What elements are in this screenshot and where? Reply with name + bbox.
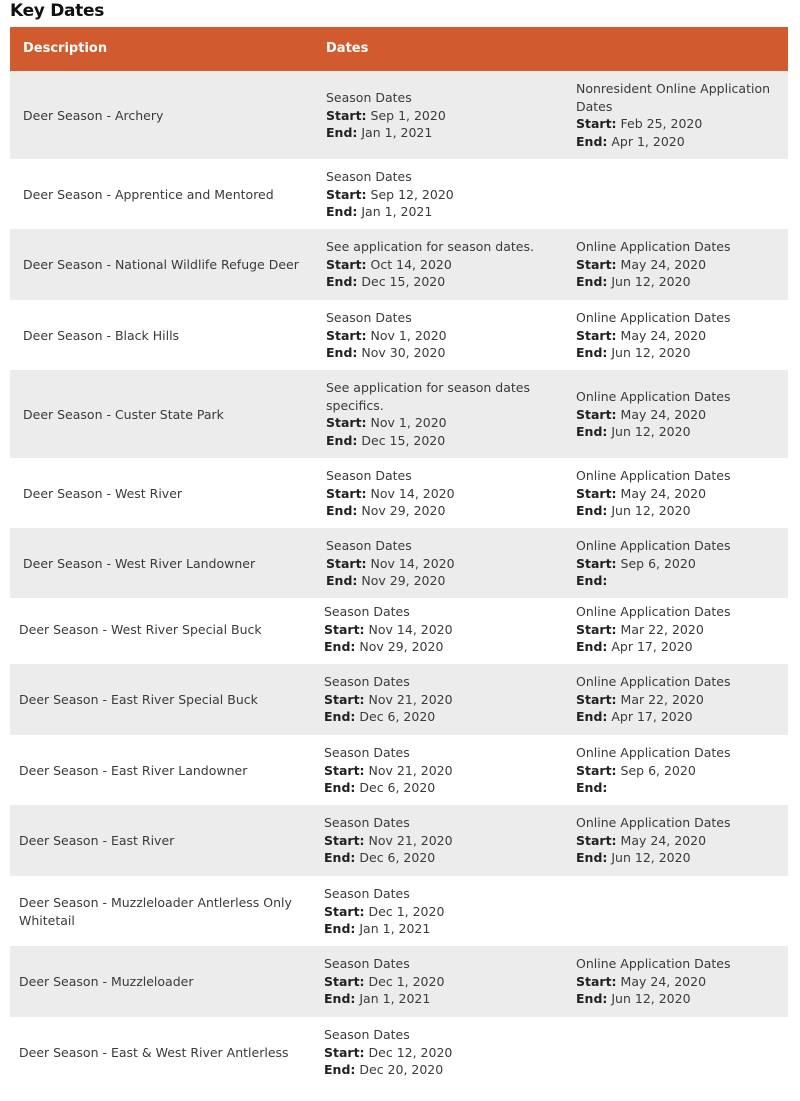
season-start-line bbox=[326, 327, 561, 345]
application-start-line bbox=[576, 621, 781, 639]
application-start-line bbox=[576, 691, 781, 709]
table-row bbox=[10, 71, 788, 159]
start-label: Start: bbox=[576, 691, 617, 707]
application-dates-title: Online Application Dates bbox=[576, 815, 731, 830]
application-dates-title: Online Application Dates bbox=[576, 674, 731, 689]
season-dates bbox=[324, 1026, 559, 1079]
application-dates bbox=[576, 467, 781, 520]
season-dates-title: Season Dates bbox=[326, 538, 412, 553]
row-description: Deer Season - East & West River Antlerless bbox=[19, 1045, 289, 1060]
season-dates bbox=[324, 673, 559, 726]
application-end-line bbox=[576, 344, 781, 362]
application-end-line bbox=[576, 572, 781, 590]
application-dates bbox=[576, 309, 781, 362]
application-start-date: May 24, 2020 bbox=[620, 973, 707, 989]
application-start-line bbox=[576, 256, 781, 274]
season-end-date: Jan 1, 2021 bbox=[361, 125, 433, 141]
end-label: End: bbox=[576, 639, 608, 655]
start-label: Start: bbox=[576, 256, 617, 272]
row-description: Deer Season - East River Special Buck bbox=[19, 692, 258, 707]
application-dates bbox=[576, 814, 781, 867]
season-start-line bbox=[324, 973, 559, 991]
season-dates bbox=[326, 238, 561, 291]
season-end-date: Jan 1, 2021 bbox=[359, 921, 431, 937]
season-end-line bbox=[324, 920, 559, 938]
application-dates-title: Online Application Dates bbox=[576, 538, 731, 553]
season-dates-title: Season Dates bbox=[324, 745, 410, 760]
application-start-date: Feb 25, 2020 bbox=[620, 116, 703, 132]
end-label: End: bbox=[576, 274, 608, 290]
application-end-line bbox=[576, 502, 781, 520]
season-end-date: Dec 6, 2020 bbox=[359, 709, 436, 725]
row-description: Deer Season - Archery bbox=[23, 108, 164, 123]
application-start-date: Sep 6, 2020 bbox=[620, 555, 696, 571]
season-start-line bbox=[326, 414, 561, 432]
end-label: End: bbox=[326, 573, 358, 589]
season-start-date: Nov 14, 2020 bbox=[370, 555, 455, 571]
start-label: Start: bbox=[576, 485, 617, 501]
key-dates-table bbox=[10, 27, 788, 1097]
season-end-line bbox=[324, 990, 559, 1008]
season-dates bbox=[326, 309, 561, 362]
season-end-line bbox=[324, 638, 559, 656]
season-start-date: Nov 21, 2020 bbox=[368, 762, 453, 778]
application-end-date: Apr 17, 2020 bbox=[611, 639, 693, 655]
season-end-line bbox=[326, 432, 561, 450]
end-label: End: bbox=[576, 709, 608, 725]
start-label: Start: bbox=[324, 973, 365, 989]
application-start-line bbox=[576, 406, 781, 424]
row-description: Deer Season - West River Special Buck bbox=[19, 622, 262, 637]
application-start-date: Sep 6, 2020 bbox=[620, 762, 696, 778]
application-start-line bbox=[576, 327, 781, 345]
row-description: Deer Season - National Wildlife Refuge Deer bbox=[23, 257, 299, 272]
season-dates-title: Season Dates bbox=[324, 815, 410, 830]
start-label: Start: bbox=[326, 107, 367, 123]
season-end-line bbox=[326, 502, 561, 520]
end-label: End: bbox=[324, 991, 356, 1007]
application-dates bbox=[576, 955, 781, 1008]
season-start-date: Nov 14, 2020 bbox=[370, 485, 455, 501]
table-row bbox=[10, 876, 788, 946]
season-end-date: Dec 6, 2020 bbox=[359, 780, 436, 796]
season-end-date: Dec 15, 2020 bbox=[361, 432, 446, 448]
season-dates-title: Season Dates bbox=[324, 1027, 410, 1042]
season-dates bbox=[326, 467, 561, 520]
application-dates-title: Online Application Dates bbox=[576, 239, 731, 254]
season-end-line bbox=[324, 1061, 559, 1079]
application-start-line bbox=[576, 485, 781, 503]
table-row bbox=[10, 735, 788, 805]
season-start-line bbox=[324, 1044, 559, 1062]
row-description: Deer Season - West River bbox=[23, 486, 183, 501]
season-end-date: Jan 1, 2021 bbox=[361, 204, 433, 220]
application-dates bbox=[576, 238, 781, 291]
table-row bbox=[10, 664, 788, 735]
season-end-line bbox=[326, 273, 561, 291]
application-dates-title: Online Application Dates bbox=[576, 468, 731, 483]
row-description: Deer Season - Apprentice and Mentored bbox=[23, 187, 274, 202]
end-label: End: bbox=[576, 573, 608, 589]
application-dates bbox=[576, 673, 781, 726]
season-start-line bbox=[326, 256, 561, 274]
season-start-date: Oct 14, 2020 bbox=[370, 256, 452, 272]
season-dates-title: Season Dates bbox=[324, 674, 410, 689]
end-label: End: bbox=[326, 274, 358, 290]
season-end-line bbox=[324, 708, 559, 726]
end-label: End: bbox=[576, 503, 608, 519]
end-label: End: bbox=[326, 345, 358, 361]
end-label: End: bbox=[324, 709, 356, 725]
season-dates-title: Season Dates bbox=[324, 604, 410, 619]
table-row bbox=[10, 370, 788, 458]
season-end-date: Dec 15, 2020 bbox=[361, 274, 446, 290]
application-end-date: Apr 17, 2020 bbox=[611, 709, 693, 725]
season-end-date: Dec 6, 2020 bbox=[359, 850, 436, 866]
season-start-line bbox=[324, 621, 559, 639]
end-label: End: bbox=[324, 639, 356, 655]
season-end-date: Nov 30, 2020 bbox=[361, 345, 446, 361]
row-description: Deer Season - East River bbox=[19, 833, 175, 848]
season-dates-title: See application for season dates. bbox=[326, 239, 534, 254]
application-start-date: May 24, 2020 bbox=[620, 327, 707, 343]
application-dates-title: Nonresident Online Application Dates bbox=[576, 81, 771, 114]
start-label: Start: bbox=[324, 691, 365, 707]
application-dates-title: Online Application Dates bbox=[576, 604, 731, 619]
application-dates bbox=[576, 537, 781, 590]
season-start-date: Nov 14, 2020 bbox=[368, 621, 453, 637]
season-dates bbox=[324, 603, 559, 656]
row-description: Deer Season - Muzzleloader Antlerless Only Whitetail bbox=[19, 895, 292, 928]
table-row bbox=[10, 159, 788, 229]
header-dates: Dates bbox=[326, 41, 369, 56]
row-description: Deer Season - West River Landowner bbox=[23, 556, 256, 571]
start-label: Start: bbox=[326, 327, 367, 343]
start-label: Start: bbox=[326, 415, 367, 431]
season-dates-title: See application for season dates specifics. bbox=[326, 380, 530, 413]
application-dates-title: Online Application Dates bbox=[576, 389, 731, 404]
table-header bbox=[10, 27, 788, 71]
application-dates bbox=[576, 744, 781, 797]
start-label: Start: bbox=[326, 555, 367, 571]
season-end-line bbox=[326, 124, 561, 142]
start-label: Start: bbox=[324, 832, 365, 848]
end-label: End: bbox=[326, 503, 358, 519]
season-start-line bbox=[326, 107, 561, 125]
application-end-line bbox=[576, 133, 781, 151]
start-label: Start: bbox=[576, 406, 617, 422]
page-title: Key Dates bbox=[10, 1, 105, 21]
application-end-date: Jun 12, 2020 bbox=[611, 345, 691, 361]
application-start-date: Mar 22, 2020 bbox=[620, 691, 704, 707]
season-start-date: Sep 12, 2020 bbox=[370, 186, 454, 202]
season-dates-title: Season Dates bbox=[326, 90, 412, 105]
season-end-line bbox=[326, 344, 561, 362]
application-start-date: May 24, 2020 bbox=[620, 406, 707, 422]
application-end-line bbox=[576, 849, 781, 867]
season-dates bbox=[324, 955, 559, 1008]
table-row bbox=[10, 805, 788, 876]
application-start-line bbox=[576, 973, 781, 991]
start-label: Start: bbox=[576, 973, 617, 989]
season-end-date: Jan 1, 2021 bbox=[359, 991, 431, 1007]
table-row bbox=[10, 300, 788, 370]
season-dates bbox=[326, 89, 561, 142]
table-row bbox=[10, 1017, 788, 1097]
application-end-line bbox=[576, 990, 781, 1008]
season-start-line bbox=[326, 186, 561, 204]
season-start-line bbox=[326, 485, 561, 503]
table-row bbox=[10, 458, 788, 528]
season-dates-title: Season Dates bbox=[326, 310, 412, 325]
application-end-date: Jun 12, 2020 bbox=[611, 850, 691, 866]
season-end-date: Nov 29, 2020 bbox=[361, 503, 446, 519]
table-row bbox=[10, 528, 788, 598]
application-end-line bbox=[576, 273, 781, 291]
season-start-date: Nov 21, 2020 bbox=[368, 832, 453, 848]
end-label: End: bbox=[576, 345, 608, 361]
application-end-date: Jun 12, 2020 bbox=[611, 424, 691, 440]
application-end-date: Jun 12, 2020 bbox=[611, 274, 691, 290]
season-start-date: Nov 21, 2020 bbox=[368, 691, 453, 707]
end-label: End: bbox=[576, 133, 608, 149]
start-label: Start: bbox=[576, 762, 617, 778]
season-start-line bbox=[324, 903, 559, 921]
start-label: Start: bbox=[576, 327, 617, 343]
start-label: Start: bbox=[324, 762, 365, 778]
table-row bbox=[10, 229, 788, 300]
application-start-date: May 24, 2020 bbox=[620, 256, 707, 272]
end-label: End: bbox=[576, 991, 608, 1007]
season-dates bbox=[326, 379, 561, 449]
application-start-line bbox=[576, 762, 781, 780]
start-label: Start: bbox=[576, 832, 617, 848]
table-body bbox=[10, 71, 788, 1097]
season-dates bbox=[324, 744, 559, 797]
season-end-line bbox=[324, 779, 559, 797]
start-label: Start: bbox=[326, 186, 367, 202]
end-label: End: bbox=[576, 424, 608, 440]
application-end-line bbox=[576, 638, 781, 656]
table-row bbox=[10, 946, 788, 1017]
end-label: End: bbox=[324, 921, 356, 937]
row-description: Deer Season - Muzzleloader bbox=[19, 974, 194, 989]
end-label: End: bbox=[326, 125, 358, 141]
header-description: Description bbox=[23, 41, 108, 56]
application-start-date: Mar 22, 2020 bbox=[620, 621, 704, 637]
row-description: Deer Season - Black Hills bbox=[23, 328, 180, 343]
application-dates bbox=[576, 388, 781, 441]
season-dates bbox=[324, 814, 559, 867]
application-dates-title: Online Application Dates bbox=[576, 956, 731, 971]
start-label: Start: bbox=[326, 256, 367, 272]
application-start-line bbox=[576, 115, 781, 133]
season-end-date: Dec 20, 2020 bbox=[359, 1062, 444, 1078]
application-end-line bbox=[576, 423, 781, 441]
start-label: Start: bbox=[324, 903, 365, 919]
end-label: End: bbox=[576, 850, 608, 866]
season-dates bbox=[324, 885, 559, 938]
season-dates-title: Season Dates bbox=[324, 956, 410, 971]
season-start-line bbox=[324, 832, 559, 850]
end-label: End: bbox=[324, 850, 356, 866]
application-end-line bbox=[576, 779, 781, 797]
season-start-date: Nov 1, 2020 bbox=[370, 327, 447, 343]
application-end-date: Jun 12, 2020 bbox=[611, 503, 691, 519]
application-end-date: Apr 1, 2020 bbox=[611, 133, 685, 149]
start-label: Start: bbox=[576, 116, 617, 132]
application-dates bbox=[576, 603, 781, 656]
row-description: Deer Season - Custer State Park bbox=[23, 407, 224, 422]
start-label: Start: bbox=[576, 555, 617, 571]
season-start-date: Dec 12, 2020 bbox=[368, 1044, 453, 1060]
season-start-line bbox=[326, 555, 561, 573]
end-label: End: bbox=[576, 780, 608, 796]
application-dates-title: Online Application Dates bbox=[576, 745, 731, 760]
application-dates bbox=[576, 80, 781, 150]
season-dates-title: Season Dates bbox=[324, 886, 410, 901]
season-start-date: Dec 1, 2020 bbox=[368, 973, 445, 989]
season-start-date: Sep 1, 2020 bbox=[370, 107, 446, 123]
application-end-line bbox=[576, 708, 781, 726]
season-dates bbox=[326, 168, 561, 221]
start-label: Start: bbox=[324, 1044, 365, 1060]
season-end-date: Nov 29, 2020 bbox=[359, 639, 444, 655]
row-description: Deer Season - East River Landowner bbox=[19, 763, 248, 778]
season-dates bbox=[326, 537, 561, 590]
table-row bbox=[10, 598, 788, 664]
season-end-line bbox=[326, 572, 561, 590]
application-start-line bbox=[576, 555, 781, 573]
start-label: Start: bbox=[576, 621, 617, 637]
end-label: End: bbox=[326, 432, 358, 448]
application-start-date: May 24, 2020 bbox=[620, 485, 707, 501]
start-label: Start: bbox=[326, 485, 367, 501]
season-start-date: Dec 1, 2020 bbox=[368, 903, 445, 919]
season-dates-title: Season Dates bbox=[326, 169, 412, 184]
season-start-date: Nov 1, 2020 bbox=[370, 415, 447, 431]
season-end-date: Nov 29, 2020 bbox=[361, 573, 446, 589]
season-end-line bbox=[326, 203, 561, 221]
season-start-line bbox=[324, 691, 559, 709]
end-label: End: bbox=[324, 780, 356, 796]
season-end-line bbox=[324, 849, 559, 867]
application-start-line bbox=[576, 832, 781, 850]
season-dates-title: Season Dates bbox=[326, 468, 412, 483]
season-start-line bbox=[324, 762, 559, 780]
application-end-date: Jun 12, 2020 bbox=[611, 991, 691, 1007]
application-dates-title: Online Application Dates bbox=[576, 310, 731, 325]
application-start-date: May 24, 2020 bbox=[620, 832, 707, 848]
start-label: Start: bbox=[324, 621, 365, 637]
end-label: End: bbox=[324, 1062, 356, 1078]
end-label: End: bbox=[326, 204, 358, 220]
